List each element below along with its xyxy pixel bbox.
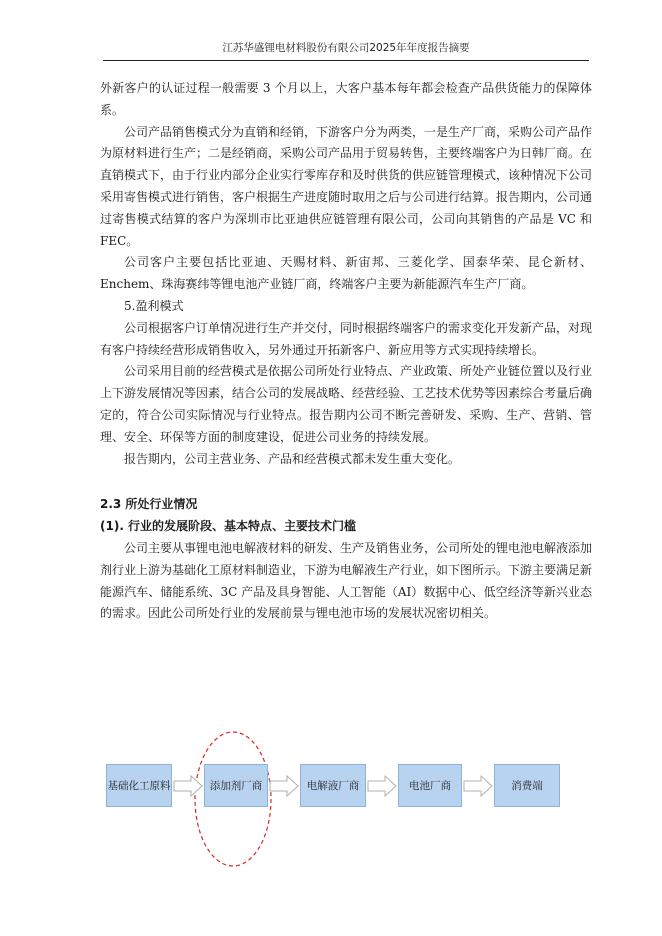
page-header: 江苏华盛锂电材料股份有限公司2025年年度报告摘要 (222, 42, 470, 54)
box-basic-chemical-materials: 基础化工原料 (106, 764, 172, 807)
header-rule (103, 60, 589, 61)
box-additive-manufacturer: 添加剂厂商 (204, 764, 268, 807)
paragraph-no-change: 报告期内，公司主营业务、产品和经营模式都未发生重大变化。 (124, 451, 461, 466)
arrow-right-icon (463, 775, 493, 797)
paragraph-industry: 公司主要从事锂电池电解液材料的研发、生产及销售业务，公司所处的锂电池电解液添加剂行业上游为基础化工原材料制造业，下游为电解液生产行业，如下图所示。下游主要满足新能源汽车、储能系统、3C 产品及具身智能、人工智能（AI）数据中心、低空经济等新兴业态的需求。因此公司所处行业的发展前景与锂电池市场的发展状况密切相关。 (100, 540, 593, 621)
paragraph-business-model: 公司采用目前的经营模式是依据公司所处行业特点、产业政策、所处产业链位置以及行业上下游发展情况等因素，结合公司的发展战略、经营经验、工艺技术优势等因素综合考量后确定的，符合公司实际情况与行业特点。报告期内公司不断完善研发、采购、生产、营销、管理、安全、环保等方面的制度建设，促进公司业务的持续发展。 (100, 364, 593, 444)
industry-chain-diagram (100, 730, 592, 900)
box-consumer-end: 消费端 (494, 764, 560, 807)
document-body (100, 78, 592, 625)
paragraph-profit-model: 公司根据客户订单情况进行生产并交付，同时根据终端客户的需求变化开发新产品，对现有客户持续经营形成销售收入，另外通过开拓新客户、新应用等方式实现持续增长。 (100, 320, 593, 357)
section-subheading: (1). 行业的发展阶段、基本特点、主要技术门槛 (100, 519, 357, 534)
box-electrolyte-manufacturer: 电解液厂商 (300, 764, 366, 807)
arrow-right-icon (173, 775, 203, 797)
paragraph-customers: 公司客户主要包括比亚迪、天赐材料、新宙邦、三菱化学、国泰华荣、昆仑新材、Enchem、珠海赛纬等锂电池产业链厂商，终端客户主要为新能源汽车生产厂商。 (100, 255, 592, 292)
section-heading: 2.3 所处行业情况 (100, 497, 198, 512)
paragraph-1: 外新客户的认证过程一般需要 3 个月以上，大客户基本每年都会检查产品供货能力的保障体系。 (100, 81, 592, 117)
heading-profit-model: 5.盈利模式 (124, 298, 184, 313)
paragraph-sales-model: 公司产品销售模式分为直销和经销，下游客户分为两类，一是生产厂商，采购公司产品作为原材料进行生产；二是经销商，采购公司产品用于贸易转售，主要终端客户为日韩厂商。在直销模式下，由于行业内部分企业实行零库存和及时供货的供应链管理模式，该种情况下公司采用寄售模式进行销售，客户根据生产进度随时取用之后与公司进行结算。报告期内，公司通过寄售模式结算的客户为深圳市比亚迪供应链管理有限公司，公司向其销售的产品是 VC 和 FEC。 (100, 124, 593, 248)
arrow-right-icon (367, 775, 397, 797)
box-battery-manufacturer: 电池厂商 (398, 764, 462, 807)
arrow-right-icon (269, 775, 299, 797)
